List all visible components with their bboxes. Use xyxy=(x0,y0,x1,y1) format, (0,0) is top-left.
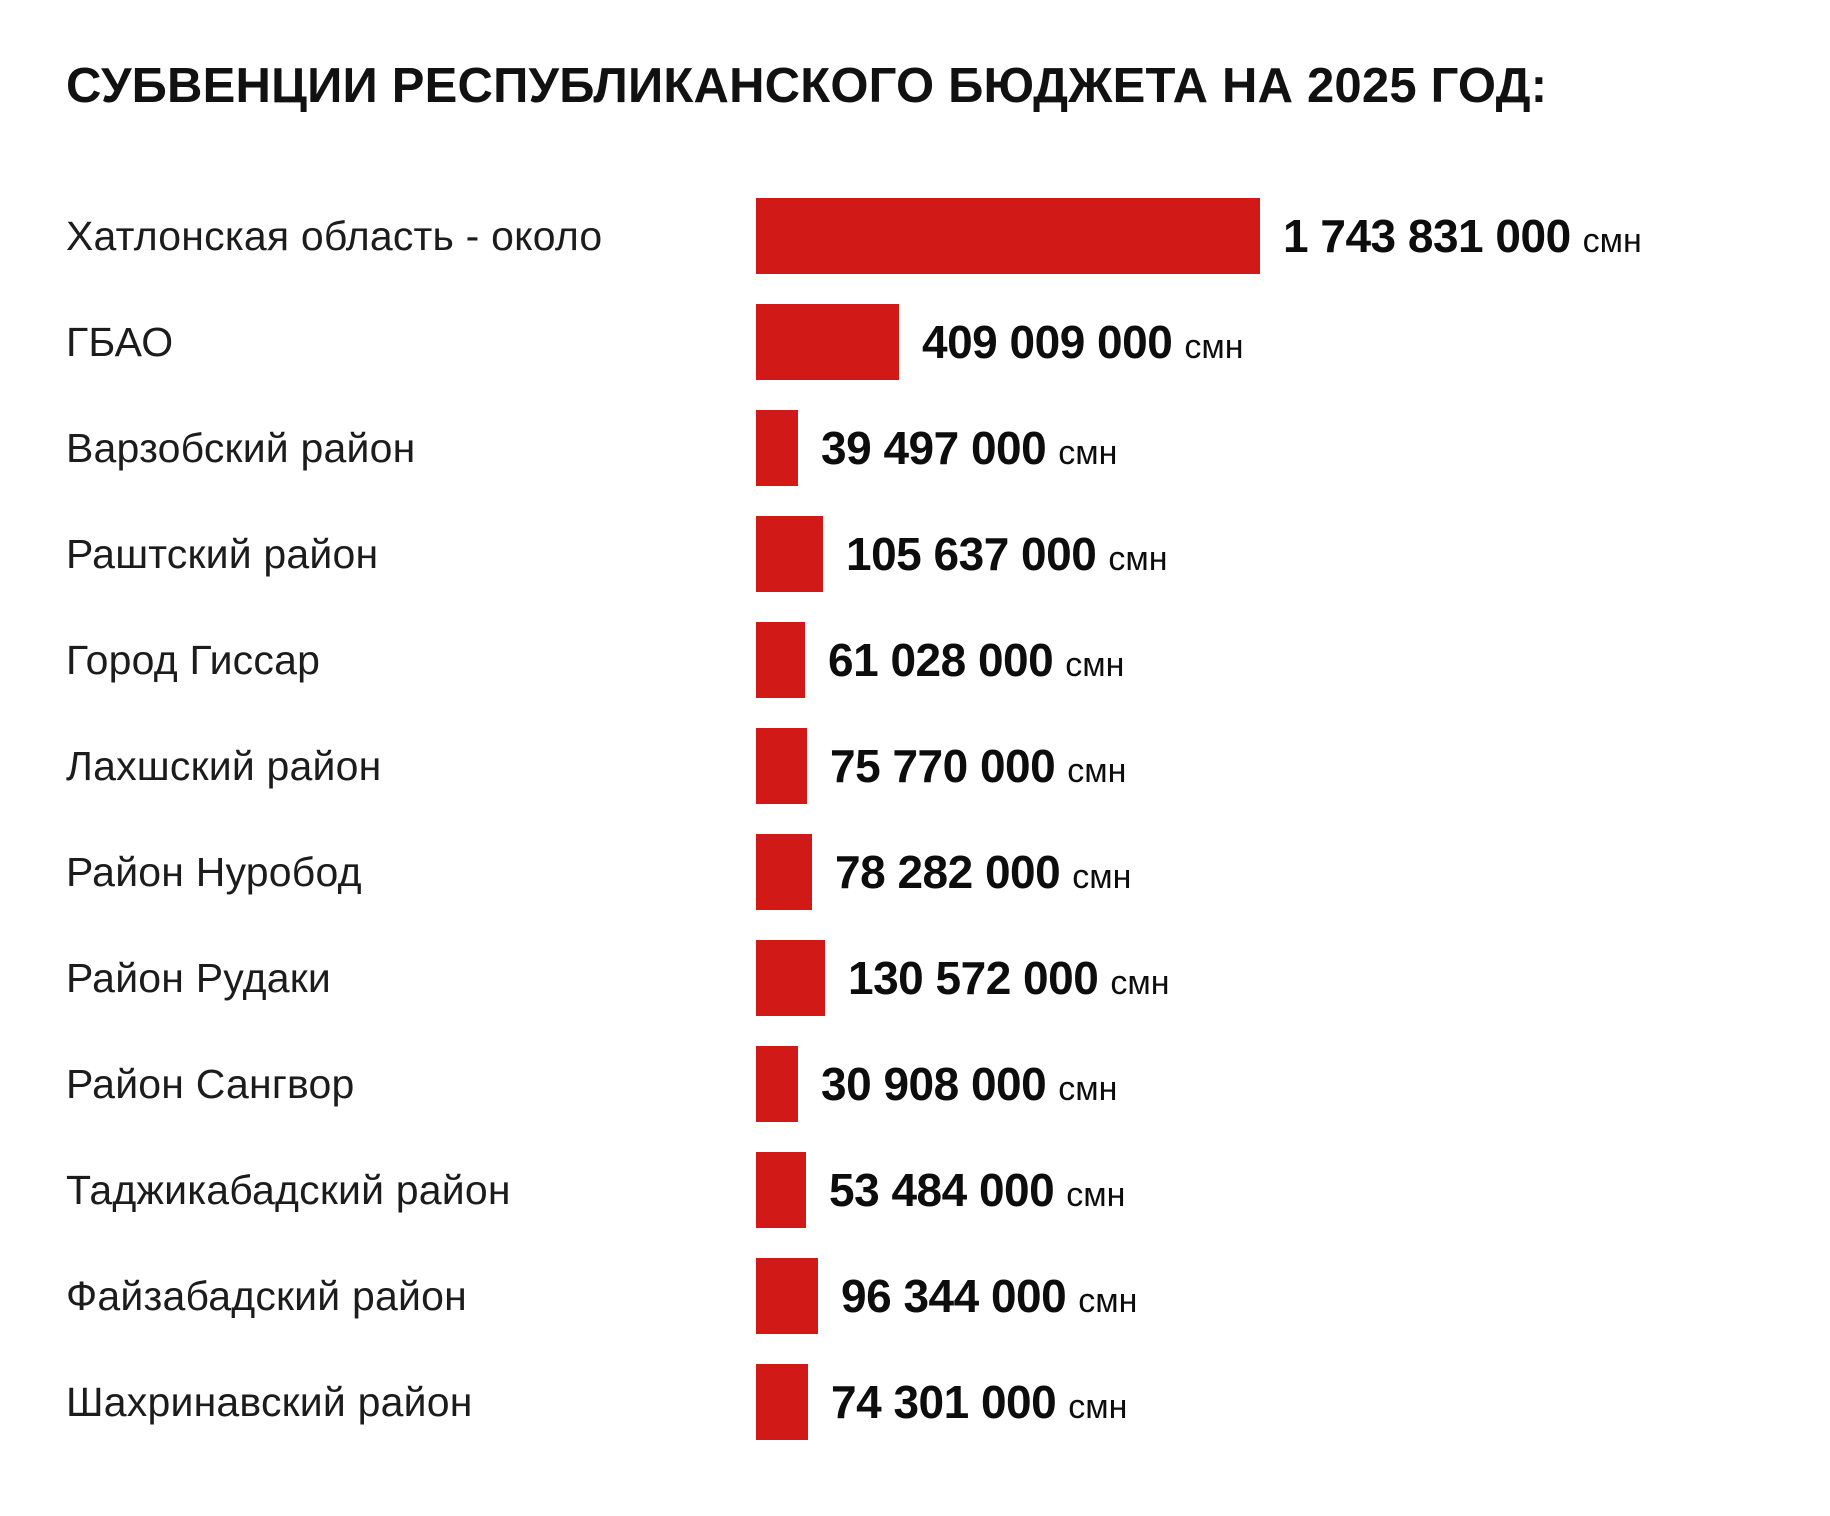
value-number: 105 637 000 xyxy=(846,528,1097,580)
value-bar xyxy=(756,1258,818,1334)
category-label: Город Гиссар xyxy=(66,636,321,683)
value-number: 30 908 000 xyxy=(821,1058,1047,1110)
value-bar xyxy=(756,622,805,698)
value-text xyxy=(1283,209,1642,263)
bar-area xyxy=(756,819,1830,925)
value-unit: смн xyxy=(1065,646,1125,684)
value-unit: смн xyxy=(1068,1388,1128,1426)
value-unit: смн xyxy=(1184,328,1244,366)
chart-row xyxy=(66,289,1830,395)
value-unit: смн xyxy=(1072,858,1132,896)
value-text xyxy=(848,951,1169,1005)
bar-area xyxy=(756,713,1830,819)
bar-area xyxy=(756,395,1830,501)
value-number: 78 282 000 xyxy=(835,846,1061,898)
value-unit: смн xyxy=(1582,222,1642,260)
value-bar xyxy=(756,940,825,1016)
bar-area xyxy=(756,607,1830,713)
bar-area xyxy=(756,183,1830,289)
value-unit: смн xyxy=(1067,752,1127,790)
chart-row xyxy=(66,819,1830,925)
chart-row xyxy=(66,607,1830,713)
value-text xyxy=(829,1163,1125,1217)
value-bar xyxy=(756,410,798,486)
value-bar xyxy=(756,304,899,380)
value-number: 1 743 831 000 xyxy=(1283,210,1571,262)
category-label: Район Сангвор xyxy=(66,1060,355,1107)
bar-area xyxy=(756,501,1830,607)
value-unit: смн xyxy=(1078,1282,1138,1320)
value-bar xyxy=(756,516,823,592)
chart-row xyxy=(66,713,1830,819)
value-text xyxy=(846,527,1167,581)
bar-chart xyxy=(66,183,1830,1455)
value-bar xyxy=(756,834,812,910)
value-bar xyxy=(756,728,807,804)
value-bar xyxy=(756,1046,798,1122)
bar-area xyxy=(756,289,1830,395)
value-unit: смн xyxy=(1058,1070,1118,1108)
bar-area xyxy=(756,1243,1830,1349)
category-label: Лахшский район xyxy=(66,742,382,789)
value-unit: смн xyxy=(1058,434,1118,472)
category-label: ГБАО xyxy=(66,318,174,365)
value-text xyxy=(831,1375,1127,1429)
bar-area xyxy=(756,1349,1830,1455)
chart-row xyxy=(66,395,1830,501)
bar-area xyxy=(756,1031,1830,1137)
value-number: 96 344 000 xyxy=(841,1270,1067,1322)
category-label: Шахринавский район xyxy=(66,1378,473,1425)
value-unit: смн xyxy=(1066,1176,1126,1214)
value-text xyxy=(835,845,1131,899)
value-bar xyxy=(756,1364,808,1440)
value-number: 130 572 000 xyxy=(848,952,1099,1004)
chart-row xyxy=(66,183,1830,289)
value-text xyxy=(828,633,1124,687)
chart-row xyxy=(66,1031,1830,1137)
value-bar xyxy=(756,1152,806,1228)
chart-row xyxy=(66,925,1830,1031)
category-label: Варзобский район xyxy=(66,424,416,471)
value-text xyxy=(830,739,1126,793)
category-label: Таджикабадский район xyxy=(66,1166,511,1213)
value-number: 75 770 000 xyxy=(830,740,1056,792)
chart-row xyxy=(66,501,1830,607)
value-number: 53 484 000 xyxy=(829,1164,1055,1216)
value-number: 409 009 000 xyxy=(922,316,1173,368)
value-text xyxy=(821,1057,1117,1111)
chart-title: СУБВЕНЦИИ РЕСПУБЛИКАНСКОГО БЮДЖЕТА НА 2025 ГОД: xyxy=(66,59,1548,113)
value-text xyxy=(922,315,1243,369)
value-number: 39 497 000 xyxy=(821,422,1047,474)
bar-area xyxy=(756,1137,1830,1243)
value-number: 74 301 000 xyxy=(831,1376,1057,1428)
value-text xyxy=(841,1269,1137,1323)
category-label: Хатлонская область - около xyxy=(66,212,603,259)
value-number: 61 028 000 xyxy=(828,634,1054,686)
chart-row xyxy=(66,1349,1830,1455)
category-label: Район Нуробод xyxy=(66,848,362,895)
value-unit: смн xyxy=(1108,540,1168,578)
value-text xyxy=(821,421,1117,475)
value-unit: смн xyxy=(1110,964,1170,1002)
value-bar xyxy=(756,198,1260,274)
chart-row xyxy=(66,1137,1830,1243)
bar-area xyxy=(756,925,1830,1031)
chart-row xyxy=(66,1243,1830,1349)
category-label: Файзабадский район xyxy=(66,1272,467,1319)
category-label: Раштский район xyxy=(66,530,379,577)
category-label: Район Рудаки xyxy=(66,954,331,1001)
